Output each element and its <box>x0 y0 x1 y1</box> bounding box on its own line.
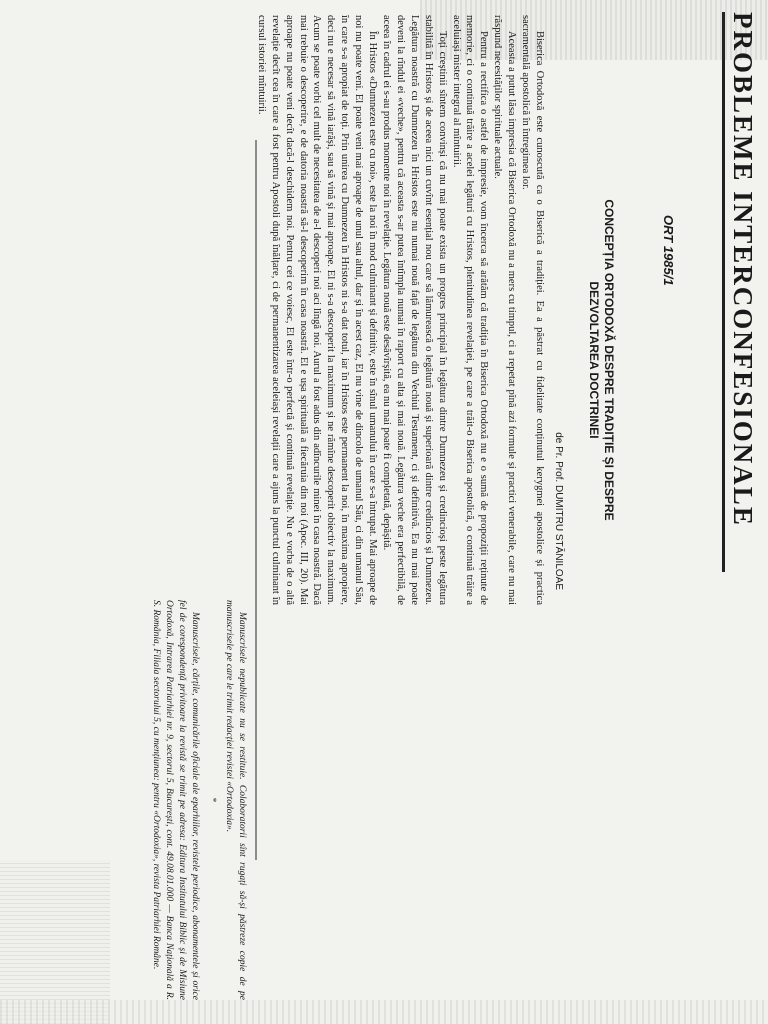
paragraph: Aceasta a putut lăsa impresia că Biserica Ortodoxă nu a mers cu timpul, ci a repetat pînă azi formule și practici venerabile, care nu mai răspund necesităților spirituale actuale. <box>492 15 518 605</box>
paragraph: În Hristos «Dumnezeu este cu noi», este la noi în mod culminant și definitiv, este în sînul umanului în care s-a întrupat. Mai aproape de noi nu poate veni. El poate veni mai aproape de unul sau altul, dar și în acest caz, El nu vine de dincolo de umanul Său, ci din umanul Său, în care s-a apropiat de toți. Prin unirea cu Dumnezeu în Hristos ni s-a dat totul, iar în Hristos este permanent la noi, în maxima apropiere, deci nu e necesar să vină iarăși, sau să vină și mai aproape. El ni s-a descoperit la maximum și ne rămîne descoperit obiectiv la maximum. Acum se poate vorbi cel mult de necesitatea de a-l descoperi noi aci lîngă noi. Aurul a fost adus din adîncurile minei în casa noastră. Dacă mai trebuie o descoperire, e de datoria noastră să-l descoperim în casa noastră. El e ușa spirituală a fiecăruia din noi (Apoc. III, 20). Mai aproape nu poate veni decît dacă-l deschidem noi. Pentru cei ce voiesc, El este într-o perfectă și continuă revelație. Nu e vorba de o altă revelație decît cea în care a fost pentru Apostoli după înălțare, ci de permanentizarea aceleiași revelații care a ajuns la punctul culminant în cursul istoriei mîntuirii. <box>255 15 379 605</box>
article-title-line2: DEZVOLTAREA DOCTRINEI <box>587 281 601 439</box>
paragraph: Biserica Ortodoxă este cunoscută ca o Biserică a tradiției. Ea a păstrat cu fidelitate conținutul kerygmei apostolice și practica sacramentală apostolică în întregimea lor. <box>520 15 545 605</box>
article-body <box>254 15 546 605</box>
editorial-footnote <box>145 600 248 1000</box>
footnote-address: Manuscrisele, cărțile, comunicările oficiale ale eparhiilor, revistele periodice, abonamentele și orice fel de corespondență privitoare la revistă se trimit pe adresa: Editura Institutului Biblic și de Misiune Ortodoxă, Intrarea Patriarhiei nr. 9, sectorul 5, București, cont. 49.08.01.000 — Banca Națională a R. S. România, Filiala sectorului 5, cu mențiunea: pentru «Ortodoxia», revista Patriarhiei Române. <box>151 600 200 1000</box>
footnote-manuscripts: Manuscrisele nepublicate nu se restituie. Colaboratorii sînt rugați să-și păstreze copie de pe manuscrisele pe care le trimit redacției revistei «Ortodoxia». <box>224 600 247 1000</box>
article-title <box>586 140 616 580</box>
handwritten-issue-mark: ORT 1985/1 <box>661 215 676 286</box>
section-title: PROBLEME INTERCONFESIONALE <box>722 12 758 572</box>
article-author: de Pr. Prof. DUMITRU STĂNILOAE <box>553 432 564 590</box>
paragraph: Toți creștinii sîntem convinși că nu mai poate exista un progres principial în legătura dintre Dumnezeu și credincioși peste legătura stabilită în Hristos și de aceea nici un cuvînt esențial nou care să lămurească o legătură nouă și superioară dintre credincios și Dumnezeu. Legătura noastră cu Dumnezeu în Hristos este nu numai nouă față de legătura din Vechiul Testament, ci și definitivă. Ea nu mai poate deveni la rîndul ei «veche», pentru că aceasta s-ar putea întîmpla numai în raport cu alta și mai nouă. Legătura veche era perfectibilă, de aceea în cadrul ei s-au produs momente noi în revelație. Legătura nouă este desăvîrșită, ea nu mai poate fi completată, depășită. <box>381 15 448 605</box>
article-title-line1: CONCEPȚIA ORTODOXĂ DESPRE TRADIȚIE ȘI DESPRE <box>602 199 616 521</box>
paragraph: Pentru a rectifica o astfel de impresie, vom încerca să arătăm că tradiția în Biserica Ortodoxă nu e o sumă de propoziții reținute de memorie, ci o continuă trăire a acelei legături cu Hristos, plenitudinea revelației, pe care a trăit-o Biserica apostolică, o continuă trăire a aceluiași mister integral al mîntuirii. <box>450 15 490 605</box>
asterisk-separator: * <box>207 797 217 803</box>
